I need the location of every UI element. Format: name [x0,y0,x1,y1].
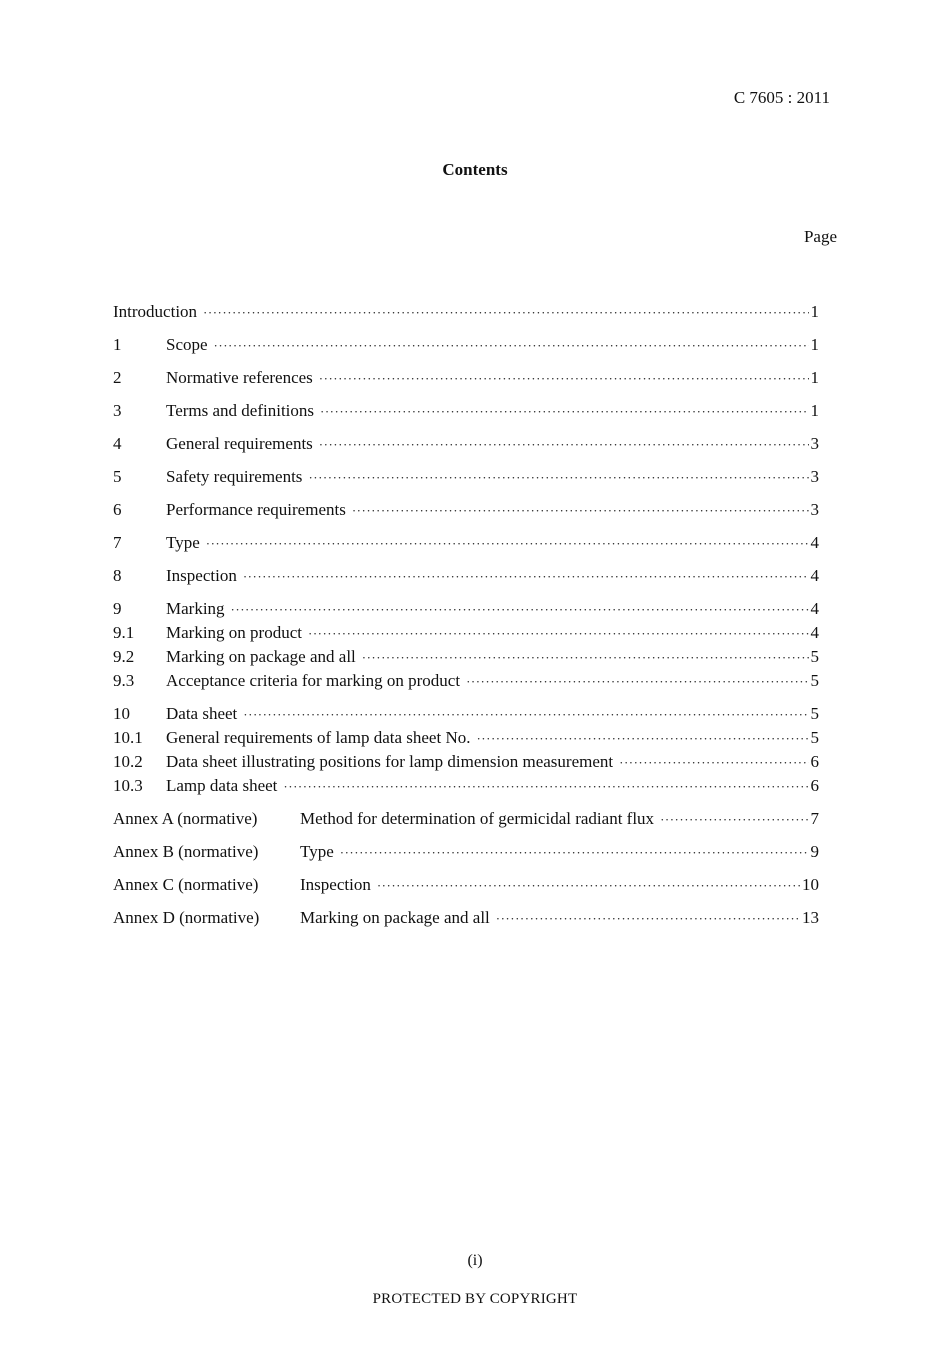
toc-entry-number: 1 [113,335,122,354]
toc-entry-page: 4 [810,599,819,618]
toc-entry-number: 2 [113,368,122,387]
dot-leader [283,775,808,799]
toc-entry-number: 10.3 [113,776,143,795]
toc-entry-number: 10.2 [113,752,143,771]
toc-entry-page: 4 [810,566,819,585]
annex-label: Annex C (normative) [113,875,259,894]
standard-id: C 7605 : 2011 [733,88,830,107]
toc-entry-number: 10.1 [113,728,143,747]
dot-leader [377,874,800,898]
dot-leader [340,841,809,865]
dot-leader [243,703,808,727]
dot-leader [308,622,809,646]
toc-entry-page: 3 [810,500,819,519]
toc-entry-page: 5 [810,671,819,690]
toc-entry-7[interactable] [113,531,819,555]
toc-entry-label: Normative references [166,368,313,387]
toc-entry-page: 1 [810,335,819,354]
toc-entry-label: Data sheet illustrating positions for lamp dimension measurement [166,752,614,771]
annex-label: Annex B (normative) [113,842,259,861]
dot-leader [496,907,800,931]
toc-entry-introduction[interactable] [113,300,819,324]
toc-entry-page: 4 [810,623,819,642]
toc-entry-6[interactable] [113,498,819,522]
annex-label: Annex D (normative) [113,908,260,927]
toc-entry-4[interactable] [113,432,819,456]
toc-entry-label: Type [166,533,200,552]
dot-leader [619,751,808,775]
toc-entry-10-3[interactable] [113,774,819,798]
toc-entry-label: Performance requirements [166,500,346,519]
toc-entry-9-1[interactable] [113,621,819,645]
toc-entry-3[interactable] [113,399,819,423]
toc-entry-5[interactable] [113,465,819,489]
toc-entry-1[interactable] [113,333,819,357]
toc-entry-label: General requirements [166,434,313,453]
toc-entry-page: 4 [810,533,819,552]
toc-entry-annex-a[interactable] [113,807,819,831]
dot-leader [362,646,809,670]
toc-entry-page: 1 [810,302,819,321]
toc-entry-label: Marking on package and all [166,647,356,666]
toc-entry-label: Marking on product [166,623,302,642]
toc-entry-number: 9.1 [113,623,135,642]
toc-entry-label: Scope [166,335,208,354]
toc-entry-label: Method for determination of germicidal radiant flux [300,809,655,828]
toc-entry-page: 10 [802,875,819,894]
toc-entry-label: Inspection [166,566,237,585]
dot-leader [660,808,808,832]
toc-entry-number: 7 [113,533,122,552]
toc-entry-label: Data sheet [166,704,238,723]
dot-leader [352,499,809,523]
dot-leader [206,532,809,556]
toc-entry-label: Safety requirements [166,467,303,486]
page-column-label: Page [803,227,837,246]
toc-entry-number: 4 [113,434,122,453]
toc-entry-number: 3 [113,401,122,420]
toc-entry-page: 5 [810,647,819,666]
toc-entry-page: 13 [802,908,819,927]
table-of-contents [113,300,819,930]
toc-entry-page: 5 [810,704,819,723]
toc-entry-number: 5 [113,467,122,486]
toc-entry-page: 3 [810,434,819,453]
toc-entry-annex-c[interactable] [113,873,819,897]
toc-entry-number: 9.3 [113,671,135,690]
toc-entry-page: 7 [810,809,819,828]
toc-entry-page: 5 [810,728,819,747]
toc-entry-number: 10 [113,704,130,723]
dot-leader [231,598,809,622]
toc-entry-page: 9 [810,842,819,861]
toc-entry-8[interactable] [113,564,819,588]
toc-entry-label: General requirements of lamp data sheet No. [166,728,471,747]
toc-entry-number: 8 [113,566,122,585]
toc-entry-page: 1 [810,368,819,387]
toc-entry-10[interactable] [113,702,819,726]
dot-leader [319,433,809,457]
toc-entry-label: Acceptance criteria for marking on product [166,671,461,690]
copyright-notice: PROTECTED BY COPYRIGHT [372,1291,578,1307]
dot-leader [243,565,809,589]
toc-entry-label: Terms and definitions [166,401,315,420]
dot-leader [466,670,808,694]
toc-entry-number: 9 [113,599,122,618]
page-title: Contents [442,160,508,179]
dot-leader [320,400,808,424]
toc-entry-label: Lamp data sheet [166,776,278,795]
dot-leader [214,334,809,358]
dot-leader [319,367,809,391]
toc-entry-label: Marking [166,599,225,618]
toc-entry-label: Marking on package and all [300,908,490,927]
toc-entry-number: 6 [113,500,122,519]
toc-entry-annex-b[interactable] [113,840,819,864]
toc-entry-label: Introduction [113,302,198,321]
page-number: (i) [467,1252,483,1269]
toc-entry-page: 1 [810,401,819,420]
dot-leader [308,466,808,490]
toc-entry-page: 3 [810,467,819,486]
toc-entry-page: 6 [810,776,819,795]
toc-entry-annex-d[interactable] [113,906,819,930]
toc-entry-number: 9.2 [113,647,135,666]
annex-label: Annex A (normative) [113,809,258,828]
toc-entry-9[interactable] [113,597,819,621]
dot-leader [203,301,808,325]
toc-entry-label: Inspection [300,875,371,894]
toc-entry-2[interactable] [113,366,819,390]
toc-entry-label: Type [300,842,334,861]
toc-entry-9-2[interactable] [113,645,819,669]
toc-entry-page: 6 [810,752,819,771]
dot-leader [476,727,808,751]
toc-entry-10-2[interactable] [113,750,819,774]
toc-entry-10-1[interactable] [113,726,819,750]
toc-entry-9-3[interactable] [113,669,819,693]
